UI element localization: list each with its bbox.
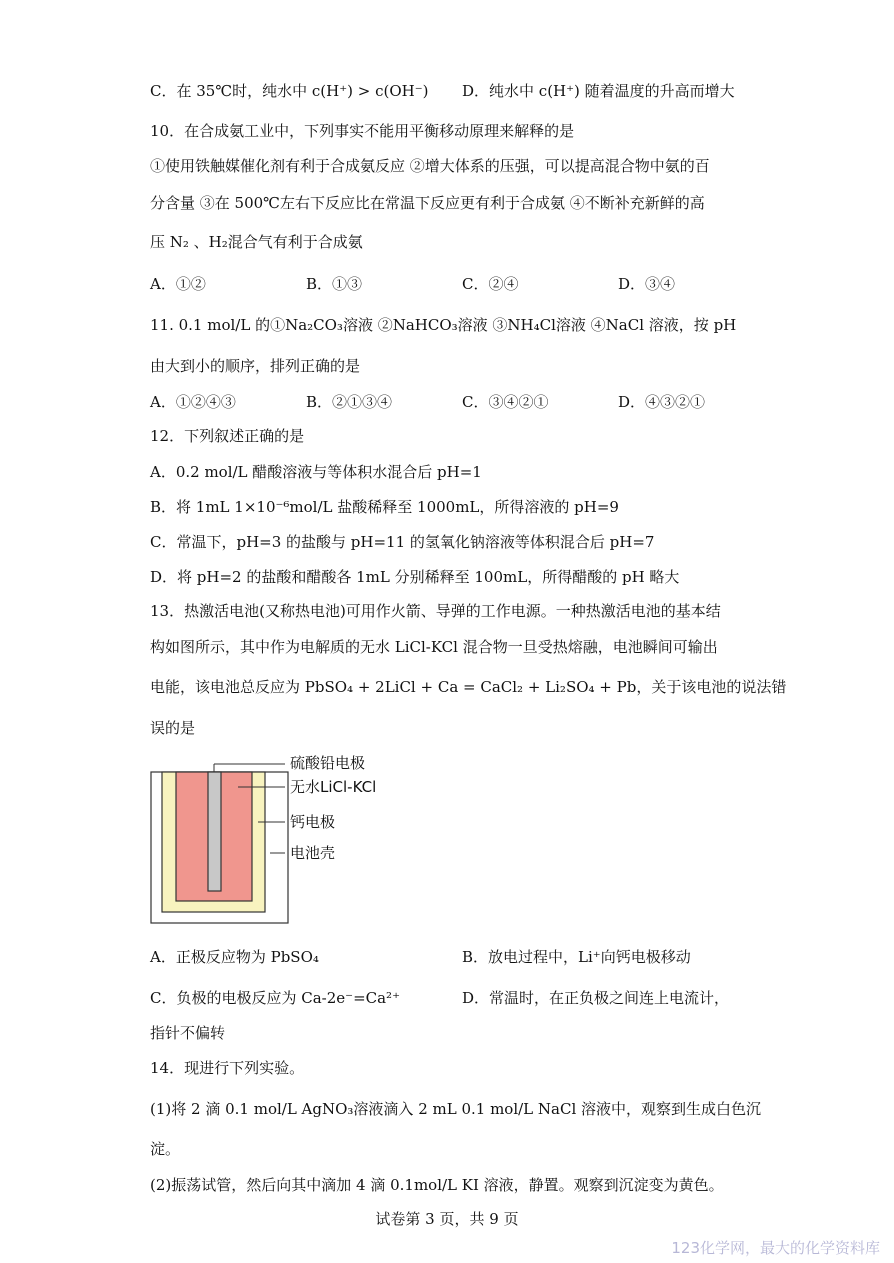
label-electrolyte: 无水LiCl-KCl [290,778,377,796]
q10-stem: 10．在合成氨工业中，下列事实不能用平衡移动原理来解释的是 [150,122,575,140]
q11-option-a: A．①②④③ [150,393,236,411]
label-calcium-electrode: 钙电极 [290,813,336,831]
q14-line-3: (2)振荡试管，然后向其中滴加 4 滴 0.1mol/L KI 溶液，静置。观察到沉淀变为黄色。 [150,1176,724,1194]
q10-option-b: B．①③ [306,275,363,293]
q11-line-2: 由大到小的顺序，排列正确的是 [150,357,361,375]
q10-option-d: D．③④ [618,275,676,293]
q10-option-c: C．②④ [462,275,519,293]
q11-option-d: D．④③②① [618,393,706,411]
q10-option-a: A．①② [150,275,206,293]
q13-option-b: B．放电过程中，Li⁺向钙电极移动 [462,948,691,966]
q12-option-b: B．将 1mL 1×10⁻⁶mol/L 盐酸稀释至 1000mL，所得溶液的 pH=9 [150,498,619,516]
q13-line-4: 误的是 [150,719,196,737]
label-battery-shell: 电池壳 [290,844,336,862]
watermark: 123化学网，最大的化学资料库 [671,1239,880,1257]
q14-line-2: 淀。 [150,1140,181,1158]
q12-option-d: D．将 pH=2 的盐酸和醋酸各 1mL 分别稀释至 100mL，所得醋酸的 pH 略大 [150,568,680,586]
q13-line-1: 13．热激活电池(又称热电池)可用作火箭、导弹的工作电源。一种热激活电池的基本结 [150,602,721,620]
q10-line-1: ①使用铁触媒催化剂有利于合成氨反应 ②增大体系的压强，可以提高混合物中氨的百 [150,157,710,175]
page-footer: 试卷第 3 页，共 9 页 [375,1210,519,1228]
q11-option-b: B．②①③④ [306,393,393,411]
q13-option-a: A．正极反应物为 PbSO₄ [150,948,319,966]
option-c-prev: C．在 35℃时，纯水中 c(H⁺) > c(OH⁻) [150,82,429,100]
lead-sulfate-electrode [208,772,221,891]
q12-option-c: C．常温下，pH=3 的盐酸与 pH=11 的氢氧化钠溶液等体积混合后 pH=7 [150,533,655,551]
q11-line-1: 11. 0.1 mol/L 的①Na₂CO₃溶液 ②NaHCO₃溶液 ③NH₄Cl溶液 ④NaCl 溶液，按 pH [150,316,737,334]
q13-option-d-line-1: D．常温时，在正负极之间连上电流计， [462,989,730,1007]
q10-line-3: 压 N₂ 、H₂混合气有利于合成氨 [150,233,363,251]
q12-option-a: A．0.2 mol/L 醋酸溶液与等体积水混合后 pH=1 [150,463,482,481]
q13-line-3: 电能，该电池总反应为 PbSO₄ + 2LiCl + Ca = CaCl₂ + Li₂SO₄ + Pb，关于该电池的说法错 [150,678,787,696]
q14-stem: 14．现进行下列实验。 [150,1059,305,1077]
q13-option-c: C．负极的电极反应为 Ca-2e⁻=Ca²⁺ [150,989,400,1007]
q14-line-1: (1)将 2 滴 0.1 mol/L AgNO₃溶液滴入 2 mL 0.1 mol/L NaCl 溶液中，观察到生成白色沉 [150,1100,762,1118]
q12-stem: 12．下列叙述正确的是 [150,427,305,445]
option-d-prev: D．纯水中 c(H⁺) 随着温度的升高而增大 [462,82,735,100]
label-lead-sulfate-electrode: 硫酸铅电极 [290,754,366,772]
q11-option-c: C．③④②① [462,393,549,411]
q10-line-2: 分含量 ③在 500℃左右下反应比在常温下反应更有利于合成氨 ④不断补充新鲜的高 [150,194,705,212]
q13-option-d-line-2: 指针不偏转 [150,1024,226,1042]
q13-line-2: 构如图所示，其中作为电解质的无水 LiCl-KCl 混合物一旦受热熔融，电池瞬间可输出 [150,638,718,656]
